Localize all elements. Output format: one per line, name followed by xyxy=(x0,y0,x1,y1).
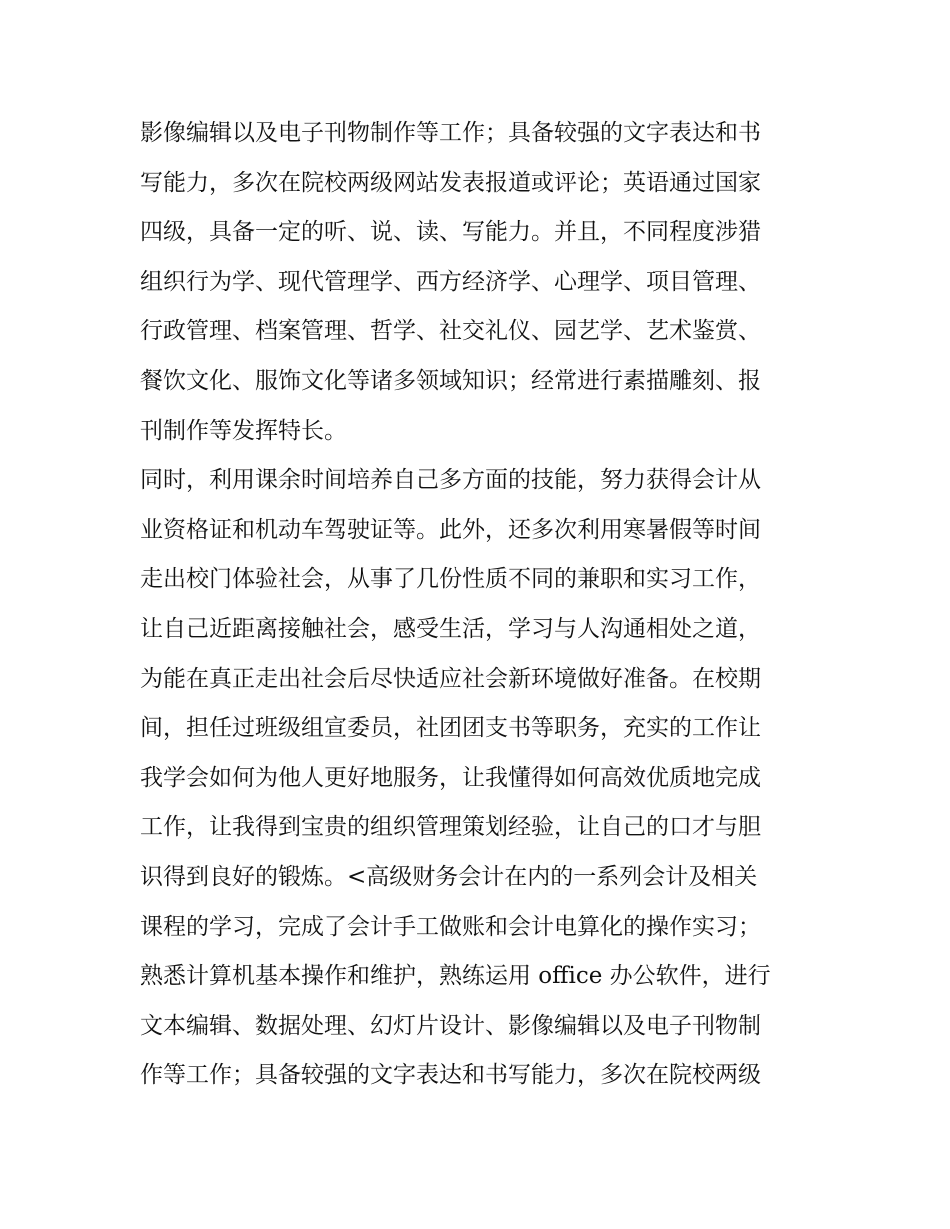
text-line-13: 间，担任过班级组宣委员，社团团支书等职务，充实的工作让 xyxy=(140,715,761,742)
text-line-18: 熟悉计算机基本操作和维护，熟练运用 office 办公软件，进行 xyxy=(140,963,771,990)
text-line-14: 我学会如何为他人更好地服务，让我懂得如何高效优质地完成 xyxy=(140,764,761,791)
text-line-16: 识得到良好的锻炼。<高级财务会计在内的一系列会计及相关 xyxy=(140,863,758,890)
text-line-8: 同时，利用课余时间培养自己多方面的技能，努力获得会计从 xyxy=(140,467,761,494)
text-line-19: 文本编辑、数据处理、幻灯片设计、影像编辑以及电子刊物制 xyxy=(140,1012,761,1039)
text-line-9: 业资格证和机动车驾驶证等。此外，还多次利用寒暑假等时间 xyxy=(140,516,761,543)
text-line-10: 走出校门体验社会，从事了几份性质不同的兼职和实习工作， xyxy=(140,566,761,593)
text-line-17: 课程的学习，完成了会计手工做账和会计电算化的操作实习； xyxy=(140,913,761,940)
text-line-11: 让自己近距离接触社会，感受生活，学习与人沟通相处之道， xyxy=(140,615,761,642)
text-line-4: 组织行为学、现代管理学、西方经济学、心理学、项目管理、 xyxy=(140,268,761,295)
text-line-1: 影像编辑以及电子刊物制作等工作；具备较强的文字表达和书 xyxy=(140,120,761,146)
text-line-2: 写能力，多次在院校两级网站发表报道或评论；英语通过国家 xyxy=(140,169,761,196)
text-line-3: 四级，具备一定的听、说、读、写能力。并且，不同程度涉猎 xyxy=(140,219,761,246)
text-line-6: 餐饮文化、服饰文化等诸多领域知识；经常进行素描雕刻、报 xyxy=(140,367,761,394)
text-line-12: 为能在真正走出社会后尽快适应社会新环境做好准备。在校期 xyxy=(140,665,761,692)
body-text xyxy=(140,109,820,1101)
text-line-20: 作等工作；具备较强的文字表达和书写能力，多次在院校两级 xyxy=(140,1062,761,1089)
text-line-7: 刊制作等发挥特长。 xyxy=(140,417,347,444)
text-line-5: 行政管理、档案管理、哲学、社交礼仪、园艺学、艺术鉴赏、 xyxy=(140,318,761,345)
text-line-15: 工作，让我得到宝贵的组织管理策划经验，让自己的口才与胆 xyxy=(140,814,761,841)
